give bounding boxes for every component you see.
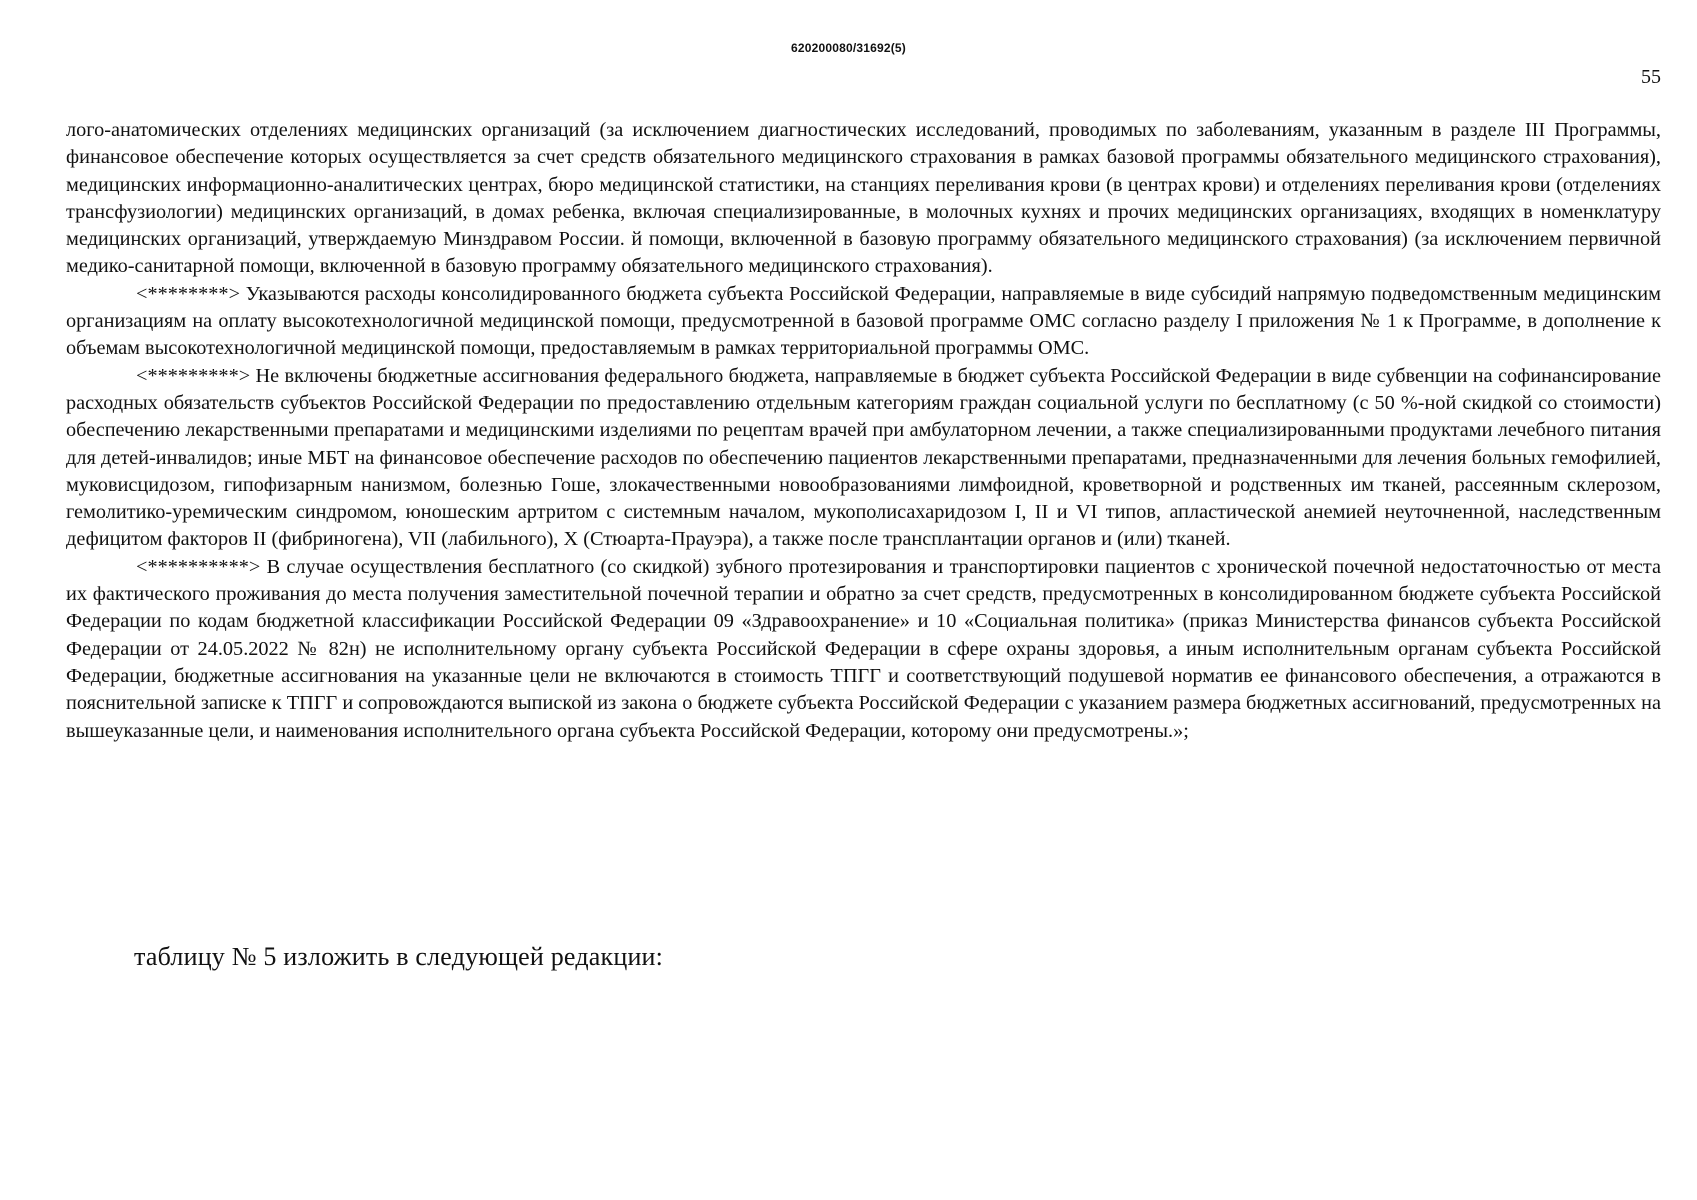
footnote-8-stars: <********> Указываются расходы консолидированного бюджета субъекта Российской Федерации, направляемые в виде субсидий напрямую подведомственным медицинским организациям на оплату высокотехнологичной медицинской помощи, предусмотренной в базовой программе ОМС согласно разделу I приложения № 1 к Программе, в дополнение к объемам высокотехнологичной медицинской помощи, предоставляемым в рамках территориальной программы ОМС. [66, 282, 1661, 360]
page-number: 55 [1641, 66, 1661, 88]
document-id: 620200080/31692(5) [790, 41, 907, 55]
document-body [66, 117, 1661, 745]
footnote-9-stars: <*********> Не включены бюджетные ассигнования федерального бюджета, направляемые в бюджет субъекта Российской Федерации в виде субвенции на софинансирование расходных обязательств субъектов Российской Федерации по предоставлению отдельным категориям граждан социальной услуги по бесплатному (с 50 %-ной скидкой со стоимости) обеспечению лекарственными препаратами и медицинскими изделиями по рецептам врачей при амбулаторном лечении, а также специализированными продуктами лечебного питания для детей-инвалидов; иные МБТ на финансовое обеспечение расходов по обеспечению пациентов лекарственными препаратами, предназначенными для лечения больных гемофилией, муковисцидозом, гипофизарным нанизмом, болезнью Гоше, злокачественными новообразованиями лимфоидной, кроветворной и родственных им тканей, рассеянным склерозом, гемолитико-уремическим синдромом, юношеским артритом с системным началом, мукополисахаридозом I, II и VI типов, апластической анемией неуточненной, наследственным дефицитом факторов II (фибриногена), VII (лабильного), X (Стюарта-Прауэра), а также после трансплантации органов и (или) тканей. [66, 364, 1661, 551]
paragraph-continuation: лого-анатомических отделениях медицинских организаций (за исключением диагностических исследований, проводимых по заболеваниям, указанным в разделе III Программы, финансовое обеспечение которых осуществляется за счет средств обязательного медицинского страхования в рамках базовой программы обязательного медицинского страхования), медицинских информационно-аналитических центрах, бюро медицинской статистики, на станциях переливания крови (в центрах крови) и отделениях переливания крови (отделениях трансфузиологии) медицинских организаций, в домах ребенка, включая специализированные, в молочных кухнях и прочих медицинских организациях, входящих в номенклатуру медицинских организаций, утверждаемую Минздравом России. й помощи, включенной в базовую программу обязательного медицинского страхования) (за исключением первичной медико-санитарной помощи, включенной в базовую программу обязательного медицинского страхования). [66, 119, 1661, 278]
table-5-instruction: таблицу № 5 изложить в следующей редакции: [134, 942, 664, 971]
footnote-10-stars: <**********> В случае осуществления бесплатного (со скидкой) зубного протезирования и транспортировки пациентов с хронической почечной недостаточностью от места их фактического проживания до места получения заместительной почечной терапии и обратно за счет средств, предусмотренных в консолидированном бюджете субъекта Российской Федерации по кодам бюджетной классификации Российской Федерации 09 «Здравоохранение» и 10 «Социальная политика» (приказ Министерства финансов субъекта Российской Федерации от 24.05.2022 № 82н) не исполнительному органу субъекта Российской Федерации в сфере охраны здоровья, а иным исполнительным органам субъекта Российской Федерации, бюджетные ассигнования на указанные цели не включаются в стоимость ТПГГ и соответствующий подушевой норматив ее финансового обеспечения, а отражаются в пояснительной записке к ТПГГ и сопровождаются выпиской из закона о бюджете субъекта Российской Федерации с указанием размера бюджетных ассигнований, предусмотренных на вышеуказанные цели, и наименования исполнительного органа субъекта Российской Федерации, которому они предусмотрены.»; [66, 555, 1661, 742]
